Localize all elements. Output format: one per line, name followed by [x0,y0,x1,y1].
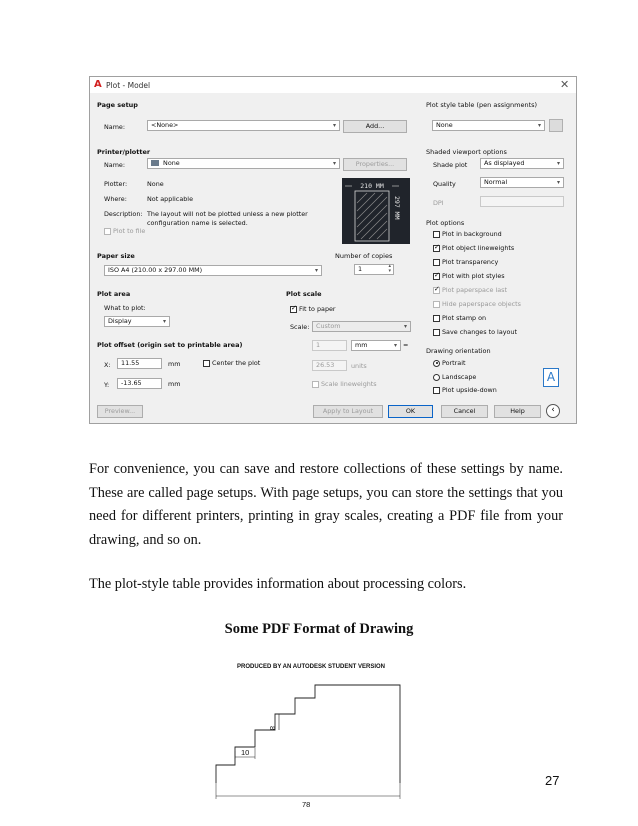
option-label: Plot stamp on [442,314,487,322]
copies-value: 1 [358,265,363,273]
dpi-input[interactable] [480,196,564,207]
option-label: Hide paperspace objects [442,300,521,308]
offset-y-unit: mm [168,380,181,388]
chevron-down-icon: ▾ [393,342,397,349]
portrait-option[interactable] [433,359,466,367]
option-plot-object-lineweights[interactable] [433,244,521,258]
plotter-label: Plotter: [104,180,128,188]
shade-plot-value: As displayed [484,159,525,167]
plot-to-file-label: Plot to file [113,227,146,235]
dialog-title: Plot - Model [106,81,151,90]
option-plot-in-background[interactable] [433,230,521,244]
scale-unit1: mm [355,341,368,349]
page-setup-name-select[interactable] [147,120,340,131]
style-table-heading: Plot style table (pen assignments) [426,101,538,109]
scale-value2-input[interactable]: 26.53 [312,360,347,371]
plotter-value: None [147,180,164,188]
scale-unit-select[interactable] [351,340,401,351]
plot-scale-heading: Plot scale [286,290,322,298]
student-version-header: PRODUCED BY AN AUTODESK STUDENT VERSION [237,664,386,670]
plot-with-plot-styles-checkbox[interactable] [433,273,440,280]
center-plot-option[interactable] [203,359,260,367]
ok-button[interactable]: OK [388,405,433,418]
center-plot-label: Center the plot [212,359,261,367]
plot-offset-heading: Plot offset (origin set to printable area) [97,341,243,349]
page-setup-name-value: <None> [151,121,179,129]
landscape-option[interactable] [433,373,476,381]
portrait-orientation-icon: A [543,368,559,387]
dpi-label: DPI [433,199,444,207]
option-label: Plot in background [442,230,502,238]
stair-profile [216,685,400,783]
chevron-down-icon: ▾ [332,122,336,129]
offset-x-input[interactable]: 11.55 [117,358,162,369]
save-changes-to-layout-checkbox[interactable] [433,329,440,336]
scale-select[interactable] [312,321,411,332]
fit-to-paper-label: Fit to paper [299,305,336,313]
what-to-plot-select[interactable] [104,316,170,327]
option-label: Plot with plot styles [442,272,505,280]
description-label: Description: [104,210,143,218]
paragraph-plot-style: The plot-style table provides information about processing colors. [89,576,467,592]
description-line2: configuration name is selected. [147,219,248,227]
where-value: Not applicable [147,195,194,203]
plot-area-heading: Plot area [97,290,131,298]
option-hide-paperspace-objects[interactable] [433,300,521,314]
plot-in-background-checkbox[interactable] [433,231,440,238]
scale-lineweights-label: Scale lineweights [321,380,377,388]
hide-paperspace-objects-checkbox[interactable] [433,301,440,308]
quality-select[interactable] [480,177,564,188]
orientation-heading: Drawing orientation [426,347,491,355]
copies-heading: Number of copies [335,252,393,260]
plot-to-file-option[interactable] [104,227,145,235]
chevron-down-icon: ▾ [556,179,560,186]
portrait-label: Portrait [442,359,466,367]
total-width-label: 78 [302,800,311,809]
chevron-down-icon: ▾ [403,323,407,330]
style-table-select[interactable] [432,120,545,131]
scale-lineweights-checkbox[interactable] [312,381,319,388]
offset-y-input[interactable]: -13.65 [117,378,162,389]
figure-caption: Some PDF Format of Drawing [224,621,414,637]
shade-plot-label: Shade plot [433,161,468,169]
apply-to-layout-button[interactable]: Apply to Layout [313,405,383,418]
plot-to-file-checkbox[interactable] [104,228,111,235]
close-icon[interactable]: ✕ [560,78,570,91]
landscape-label: Landscape [442,373,477,381]
paper-preview [342,178,410,244]
paragraph-page-setups: For convenience, you can save and restore collections of these settings by name. These are called page setups. With page setups, you can store the settings that you need for different printers, printing in gray scales, creating a PDF file from your drawing, and so on. [89,461,563,548]
chevron-down-icon: ▾ [332,160,336,167]
shade-plot-select[interactable] [480,158,564,169]
what-to-plot-value: Display [108,317,132,325]
paper-size-select[interactable] [104,265,322,276]
plot-stamp-on-checkbox[interactable] [433,315,440,322]
paper-size-heading: Paper size [97,252,135,260]
offset-x-unit: mm [168,360,181,368]
option-plot-stamp-on[interactable] [433,314,521,328]
plot-dialog [89,76,577,424]
plot-paperspace-last-checkbox[interactable] [433,287,440,294]
what-to-plot-label: What to plot: [104,304,146,312]
page-number: 27 [545,773,560,788]
scale-label: Scale: [290,323,310,331]
option-plot-with-plot-styles[interactable] [433,272,521,286]
printer-heading: Printer/plotter [97,148,151,156]
landscape-radio[interactable] [433,374,440,381]
page-setup-name-label: Name: [104,123,126,131]
option-label: Plot paperspace last [442,286,507,294]
chevron-down-icon: ▾ [537,122,541,129]
autocad-logo-icon: A [94,79,102,90]
printer-name-select[interactable] [147,158,340,169]
upside-down-option[interactable] [433,386,497,394]
spinner-icon[interactable]: ▴ ▾ [388,263,391,274]
upside-down-label: Plot upside-down [442,386,497,394]
description-line1: The layout will not be plotted unless a new plotter [147,210,308,218]
scale-value: Custom [316,322,341,330]
chevron-down-icon: ▾ [162,318,166,325]
help-button[interactable]: Help [494,405,541,418]
chevron-down-icon: ▾ [314,267,318,274]
style-table-value: None [436,121,453,129]
preview-button[interactable]: Preview... [97,405,143,418]
preview-height-label: 297 MM [393,196,401,220]
quality-label: Quality [433,180,456,188]
collapse-options-icon[interactable]: ‹ [546,404,560,418]
plot-transparency-checkbox[interactable] [433,259,440,266]
plot-options-list [433,230,521,342]
fit-to-paper-option[interactable] [290,305,336,313]
edit-style-table-icon[interactable] [549,119,563,132]
printer-name-label: Name: [104,161,126,169]
scale-value1-input[interactable]: 1 [312,340,347,351]
where-label: Where: [104,195,127,203]
step-width-label: 10 [241,748,250,757]
equals-sign: = [403,341,409,349]
option-label: Plot object lineweights [442,244,515,252]
printer-icon [151,160,159,166]
scale-lineweights-option[interactable] [312,380,377,388]
rise-label: 8 [268,726,277,731]
chevron-down-icon: ▾ [556,160,560,167]
option-plot-paperspace-last[interactable] [433,286,521,300]
shaded-viewport-heading: Shaded viewport options [426,148,507,156]
offset-y-label: Y: [104,381,110,389]
option-label: Save changes to layout [442,328,517,336]
stair-drawing [200,655,440,815]
preview-width-label: 210 MM [360,182,384,190]
plot-options-heading: Plot options [426,219,465,227]
center-plot-checkbox[interactable] [203,360,210,367]
scale-unit2: units [351,362,367,370]
page-setup-heading: Page setup [97,101,138,109]
paper-preview-graphic [342,178,410,244]
offset-x-label: X: [104,361,111,369]
title-bar [90,77,576,93]
option-label: Plot transparency [442,258,499,266]
option-plot-transparency[interactable] [433,258,521,272]
plot-object-lineweights-checkbox[interactable] [433,245,440,252]
printer-name-value: None [163,159,180,167]
properties-button[interactable]: Properties... [343,158,407,171]
paper-size-value: ISO A4 (210.00 x 297.00 MM) [108,266,203,274]
cancel-button[interactable]: Cancel [441,405,488,418]
upside-down-checkbox[interactable] [433,387,440,394]
copies-input[interactable] [354,264,394,275]
fit-to-paper-checkbox[interactable] [290,306,297,313]
add-page-setup-button[interactable]: Add... [343,120,407,133]
option-save-changes-to-layout[interactable] [433,328,521,342]
portrait-radio[interactable] [433,360,440,367]
quality-value: Normal [484,178,508,186]
